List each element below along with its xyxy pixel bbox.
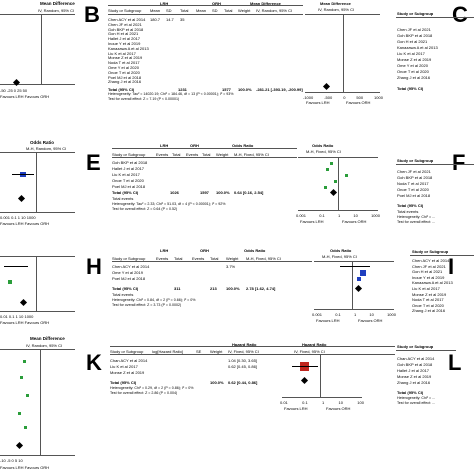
panel-e-total-events-label: Total events (112, 196, 134, 201)
panel-b-overall-effect: Test for overall effect: Z = 7.19 (P < 0.00001) (108, 97, 180, 101)
panel-h-plot-method: M-H, Fixed, 95% CI (322, 254, 357, 259)
panel-i-row-2-study: Chen JF et al 2021 (412, 263, 446, 269)
left-row4-zero-line (40, 349, 41, 455)
left-row2-subtitle: M-H, Random, 95% CI (26, 146, 67, 151)
panel-b-col-mean2: Mean (196, 8, 207, 13)
panel-k-ticks (280, 400, 364, 405)
panel-k-zero-line (320, 354, 321, 397)
panel-b-favours-orh: Favours ORH (346, 100, 371, 105)
panel-b-row-3-study: Goh BKP et al 2018 (108, 26, 144, 32)
panel-b-col-ci: IV, Random, 95% CI (256, 8, 293, 13)
panel-b-row-9-study: Monse Z et al 2019 (108, 55, 143, 61)
panel-h-tick-1: 0.001 (312, 312, 323, 317)
panel-k-group-hr-plot: Hazard Ratio (302, 342, 327, 347)
panel-e-col-events2: Events (186, 152, 199, 157)
panel-e-group-or: Odds Ratio (232, 143, 254, 148)
panel-e-row-5-study: Poel MJ et al 2018 (112, 184, 146, 189)
panel-e-study-square-1 (330, 162, 333, 165)
panel-h-favours-lrh: Favours LRH (316, 318, 340, 323)
panel-i-row-6-study: Liu K et al 2017 (412, 286, 440, 291)
panel-b-row-8-study: Liu K et al 2017 (108, 50, 136, 56)
panel-h-row-2-study: Ome Y et al 2019 (112, 270, 143, 275)
panel-k-summary-diamond (301, 377, 308, 384)
panel-l-study-4: Monse Z et al 2019 (397, 374, 432, 379)
left-row1-zero-line (41, 14, 42, 84)
panel-f-total-label: Total (95% CI) (397, 203, 424, 208)
left-row4-study-square-2 (20, 376, 23, 379)
panel-e-favours-lrh: Favours LRH (300, 219, 324, 224)
panel-k-row-2-cell-4: 0.62 [0.45, 0.86] (228, 364, 257, 369)
panel-e-study-square-4 (334, 180, 337, 183)
panel-k-col-ci: IV, Fixed, 95% CI (228, 349, 259, 354)
panel-k-col-loghr: log[Hazard Ratio] (152, 349, 183, 354)
panel-f-total-events: Total events (397, 209, 419, 214)
panel-f-study-1: Chen JF et al 2021 (397, 169, 431, 174)
panel-f-header-rule (396, 164, 474, 165)
panel-h-total-events-label: Total events (112, 292, 134, 297)
panel-c-study-4: Kanazawa A et al 2013 (397, 45, 438, 50)
panel-e-group-or-plot: Odds Ratio (312, 143, 334, 148)
panel-c-study-2: Goh BKP et al 2018 (397, 33, 433, 38)
panel-k-group-hr: Hazard Ratio (232, 342, 257, 347)
panel-h-col-weight: Weight (226, 256, 239, 261)
panel-k-row-2-study: Liu K et al 2017 (110, 364, 138, 369)
panel-c-letter: C (452, 2, 468, 27)
panel-c-col-study: Study or Subgroup (397, 11, 434, 16)
panel-i-header-rule (410, 255, 474, 256)
panel-b-letter: B (84, 2, 100, 27)
panel-c-study-1: Chen JF et al 2021 (397, 27, 431, 32)
panel-h-group-or: Odds Ratio (244, 248, 266, 253)
left-row1-header-rule (0, 14, 75, 15)
panel-h-col-study: Study or Subgroup (112, 256, 146, 261)
panel-h-summary-diamond (355, 285, 362, 292)
panel-h-tick-3: 1 (353, 312, 357, 317)
panel-b-header-rule (108, 14, 303, 15)
left-row3-favours: Favours LRH Favours ORH (0, 320, 50, 325)
panel-e-group-orh: ORH (190, 143, 199, 148)
panel-i-row-9-study: Onoe T et al 2020 (412, 302, 444, 308)
panel-b-row-6-study: Inoue Y et al 2019 (108, 41, 141, 46)
panel-c-study-8: Onoe T et al 2020 (397, 69, 429, 74)
panel-e-heterogeneity: Heterogeneity: Tau² = 2.33; Chi² = 51.03, df = 4 (P < 0.00001); I² = 92% (112, 202, 226, 206)
panel-k-study-ci-1 (292, 366, 318, 367)
left-row4-summary-diamond (16, 442, 23, 449)
left-row3-ticks: 0.01 0.1 1 10 1000 (0, 314, 34, 319)
panel-e-favours-orh: Favours ORH (342, 219, 367, 224)
panel-k-row-3-study: Monse Z et al 2019 (110, 370, 145, 375)
panel-b-plot-method: IV, Random, 95% CI (318, 7, 355, 12)
panel-h-ticks (312, 312, 396, 317)
panel-l-overall-effect: Test for overall effect: ... (397, 401, 436, 405)
panel-b-total-label: Total (95% CI) (108, 87, 135, 92)
left-row3-axis (0, 311, 75, 312)
panel-h-header-rule (112, 261, 312, 262)
left-row1-subtitle: IV, Random, 95% CI (38, 8, 75, 13)
panel-h-group-orh: ORH (200, 248, 209, 253)
panel-h-row-3-study: Poel MJ et al 2018 (112, 276, 146, 281)
panel-k-total-weight: 100.0% (210, 380, 224, 385)
panel-l-letter: L (448, 350, 462, 375)
panel-b-zero-line (343, 14, 344, 92)
left-row2-favours: Favours LRH Favours ORH (0, 221, 50, 226)
panel-k-row-1-study: Chan ACY et al 2014 (110, 358, 148, 363)
panel-b-row-1-cell-3: 35 (180, 17, 185, 22)
panel-e-col-events1: Events (156, 152, 169, 157)
panel-b-row-11-study: Ome Y et al 2020 (108, 65, 139, 70)
panel-i-letter: I (448, 254, 455, 279)
panel-e-plot-method: M-H, Fixed, 95% CI (306, 149, 341, 154)
panel-e-summary-diamond (330, 189, 337, 196)
panel-b-group-lrh: LRH (160, 1, 169, 6)
left-row3-summary-diamond (20, 299, 27, 306)
panel-b-col-study: Study or Subgroup (108, 8, 142, 13)
panel-h-total-orh: 213 (210, 286, 217, 291)
panel-h-total-weight: 100.0% (226, 286, 240, 291)
left-row4-favours: Favours LRH Favours ORH (0, 465, 50, 470)
panel-k-row-1-cell-4: 1.04 [0.30, 3.65] (228, 358, 257, 363)
panel-l-study-3: Hallet J et al 2017 (397, 368, 430, 373)
left-row2-ticks: 0.001 0.1 1 10 1000 (0, 215, 36, 220)
panel-e-tick-4: 10 (353, 213, 358, 218)
panel-h-col-events2: Events (192, 256, 205, 261)
panel-c-header-rule (396, 17, 474, 18)
panel-i-row-10-study: Zhang J et al 2016 (412, 308, 446, 314)
left-row2-header-rule (0, 152, 75, 153)
panel-h-plot-top-rule (314, 261, 394, 262)
panel-e-total-weight: 100.0% (216, 190, 230, 195)
left-row2-title: Odds Ratio (30, 140, 55, 145)
panel-k-col-study: Study or Subgroup (110, 349, 144, 354)
panel-e-row-1-study: Goh BKP et al 2018 (112, 160, 148, 165)
left-row4-study-square-4 (18, 412, 21, 415)
panel-f-letter: F (452, 150, 466, 175)
panel-h-axis (314, 309, 394, 310)
panel-e-col-total2: Total (202, 152, 211, 157)
panel-h-tick-5: 1000 (387, 312, 396, 317)
panel-b-row-12-study: Onoe T et al 2020 (108, 69, 140, 75)
panel-k-col-se: SE (196, 349, 202, 354)
left-row4-subtitle: IV, Random, 95% CI (26, 343, 63, 348)
panel-e-row-3-study: Liu K et al 2017 (112, 172, 140, 177)
panel-b-row-14-study: Zhang J et al 2016 (108, 79, 142, 85)
panel-h-study-ci-1 (340, 266, 370, 267)
panel-c-study-5: Liu K et al 2017 (397, 51, 425, 56)
panel-c-total-label: Total (95% CI) (397, 86, 424, 91)
panel-h-row-1-study: Chen ACY et al 2014 (112, 264, 150, 269)
panel-e-axis (298, 210, 378, 211)
panel-b-row-1-cell-2: 14.7 (166, 17, 174, 22)
left-row4-header-rule (0, 349, 75, 350)
left-row3-study-ci (4, 266, 28, 267)
panel-b-tick-3: 0 (343, 95, 346, 100)
panel-b-row-4-study: Gon H et al 2021 (108, 31, 139, 37)
left-row4-axis (0, 455, 75, 456)
panel-e-header-rule (112, 157, 297, 158)
left-row1-favours: Favours LRH Favours ORH (0, 94, 50, 99)
panel-k-favours-lrh: Favours LRH (284, 406, 308, 411)
panel-i-row-7-study: Monse Z et al 2019 (412, 291, 447, 297)
panel-k-tick-3: 1 (321, 400, 325, 405)
left-row3-zero-line (36, 256, 37, 311)
panel-b-summary-diamond (323, 83, 330, 90)
panel-k-tick-5: 100 (357, 400, 364, 405)
panel-b-col-sd2: SD (212, 8, 218, 13)
panel-b-row-1-study: Chen ACY et al 2014 (108, 17, 146, 22)
panel-e-group-lrh: LRH (160, 143, 169, 148)
panel-i-row-3-study: Gon H et al 2021 (412, 269, 443, 275)
panel-b-col-weight: Weight (238, 8, 251, 13)
panel-b-favours-lrh: Favours LRH (306, 100, 330, 105)
panel-k-overall-effect: Test for overall effect: Z = 2.86 (P = 0.004) (110, 391, 178, 395)
panel-k-col-weight: Weight (210, 349, 223, 354)
panel-e-total-ci: 0.64 [0.16, 2.54] (234, 190, 264, 195)
panel-k-favours-orh: Favours ORH (326, 406, 351, 411)
panel-i-row-5-study: Kanazawa A et al 2013 (412, 280, 453, 286)
panel-b-row-13-study: Poel MJ et al 2018 (108, 74, 142, 80)
panel-c-study-7: Ome Y et al 2020 (397, 63, 428, 68)
panel-h-tick-2: 0.1 (335, 312, 341, 317)
left-row2-study-ci (12, 174, 34, 175)
panel-l-study-2: Goh BKP et al 2018 (397, 362, 433, 367)
panel-k-axis (282, 397, 362, 398)
panel-h-row-1-cell-5: 3.7% (226, 264, 236, 269)
panel-e-top-rule (112, 148, 297, 149)
panel-h-col-total2: Total (210, 256, 219, 261)
panel-b-col-sd1: SD (166, 8, 172, 13)
panel-h-col-total1: Total (174, 256, 183, 261)
panel-h-study-square-1 (360, 270, 366, 276)
panel-l-total-label: Total (95% CI) (397, 390, 424, 395)
left-row4-study-square-1 (23, 360, 26, 363)
panel-e-tick-1: 0.001 (296, 213, 307, 218)
panel-c-study-6: Monse Z et al 2019 (397, 57, 432, 62)
panel-f-heterogeneity: Heterogeneity: Chi² = ... (397, 215, 436, 219)
panel-e-zero-line (338, 157, 339, 210)
panel-l-study-1: Chan ACY et al 2014 (397, 356, 435, 361)
panel-h-col-ci: M-H, Fixed, 95% CI (246, 256, 281, 261)
panel-b-row-10-study: Noda T et al 2017 (108, 60, 140, 66)
panel-h-col-events1: Events (156, 256, 169, 261)
panel-b-group-orh: ORH (212, 1, 221, 6)
panel-k-letter: K (86, 350, 102, 375)
panel-e-total-label: Total (95% CI) (112, 190, 139, 195)
panel-i-row-1-study: Chen ACY et al 2014 (412, 258, 450, 263)
panel-b-group-md-plot: Mean Difference (320, 1, 351, 6)
panel-e-col-total1: Total (172, 152, 181, 157)
panel-b-col-mean1: Mean (150, 8, 161, 13)
panel-e-col-weight: Weight (216, 152, 229, 157)
left-row3-header-rule (0, 256, 75, 257)
panel-l-heterogeneity: Heterogeneity: Chi² = ... (397, 396, 436, 400)
panel-f-study-4: Onoe T et al 2020 (397, 187, 429, 192)
panel-l-header-rule (396, 350, 456, 351)
left-row2-zero-line (36, 152, 37, 212)
panel-h-total-lrh: 311 (174, 286, 181, 291)
panel-k-tick-2: 0.1 (302, 400, 308, 405)
panel-b-group-md: Mean Difference (250, 1, 281, 6)
panel-b-top-rule (108, 5, 303, 6)
left-row1-ticks: -50 -25 0 25 50 (0, 88, 28, 93)
panel-b-tick-1: -1000 (303, 95, 314, 100)
panel-i-row-4-study: Inoue Y et al 2019 (412, 274, 445, 280)
left-row4-study-square-3 (26, 394, 29, 397)
panel-b-axis (305, 92, 380, 93)
panel-b-col-total2: Total (224, 8, 233, 13)
panel-b-total-orh: 1577 (222, 87, 231, 92)
panel-i-col-study: Study or Subgroup (412, 249, 449, 254)
panel-b-total-weight: 100.0% (238, 87, 252, 92)
panel-b-row-5-study: Hallet J et al 2017 (108, 36, 141, 42)
left-row4-ticks: -10 -5 0 5 10 (0, 458, 23, 463)
panel-h-favours-orh: Favours ORH (358, 318, 383, 323)
panel-l-study-5: Zhang J et al 2016 (397, 380, 431, 385)
panel-b-col-total1: Total (180, 8, 189, 13)
panel-f-study-2: Goh BKP et al 2018 (397, 175, 433, 180)
panel-e-ticks (296, 213, 380, 218)
left-row1-axis (0, 84, 75, 85)
panel-h-overall-effect: Test for overall effect: Z = 3.73 (P = 0.0002) (112, 303, 182, 307)
panel-b-row-2-study: Chen JF et al 2021 (108, 21, 142, 27)
panel-e-tick-5: 1000 (371, 213, 380, 218)
panel-h-group-lrh: LRH (160, 248, 169, 253)
panel-e-overall-effect: Test for overall effect: Z = 0.64 (P = 0.52) (112, 207, 178, 211)
panel-e-row-4-study: Onoe T et al 2020 (112, 178, 144, 183)
panel-e-col-study: Study or Subgroup (112, 152, 146, 157)
panel-k-tick-1: 0.01 (280, 400, 288, 405)
panel-k-heterogeneity: Heterogeneity: Chi² = 0.29, df = 2 (P = 0.86); I² = 0% (110, 386, 194, 390)
panel-k-header-rule (110, 354, 395, 355)
left-row2-axis (0, 212, 75, 213)
panel-e-study-square-5 (324, 186, 327, 189)
panel-e-total-lrh: 1026 (170, 190, 179, 195)
panel-l-col-study: Study or Subgroup (397, 344, 434, 349)
panel-k-tick-4: 10 (338, 400, 343, 405)
panel-i-row-8-study: Noda T et al 2017 (412, 297, 444, 303)
left-row3-study-square (8, 280, 12, 284)
panel-h-tick-4: 10 (369, 312, 374, 317)
panel-f-study-5: Poel MJ et al 2018 (397, 193, 431, 198)
panel-e-tick-3: 1 (337, 213, 341, 218)
panel-c-study-9: Zhang J et al 2016 (397, 75, 431, 80)
left-row1-title: Mean Difference (40, 1, 75, 6)
panel-b-total-lrh: 1231 (178, 87, 187, 92)
panel-e-col-ci: M-H, Fixed, 95% CI (234, 152, 269, 157)
panel-e-study-square-3 (345, 174, 348, 177)
panel-b-tick-2: -500 (324, 95, 333, 100)
panel-f-col-study: Study or Subgroup (397, 158, 434, 163)
panel-k-top-rule (110, 346, 395, 347)
panel-e-tick-2: 0.1 (319, 213, 325, 218)
panel-h-heterogeneity: Heterogeneity: Chi² = 0.84, df = 2 (P = 0.66); I² = 0% (112, 298, 196, 302)
panel-h-zero-line (352, 261, 353, 309)
panel-c-study-3: Gon H et al 2021 (397, 39, 428, 44)
panel-k-plot-method: IV, Fixed, 95% CI (294, 349, 325, 354)
panel-b-row-1-cell-1: 180.7 (150, 17, 161, 22)
panel-h-study-square-2 (357, 277, 361, 281)
panel-h-group-or-plot: Odds Ratio (330, 248, 352, 253)
panel-e-study-square-2 (326, 168, 329, 171)
panel-k-total-label: Total (95% CI) (110, 380, 137, 385)
panel-e-total-orh: 1597 (200, 190, 209, 195)
panel-h-total-ci: 2.78 [1.62, 4.74] (246, 286, 276, 291)
panel-f-study-3: Noda T et al 2017 (397, 181, 429, 186)
panel-h-letter: H (86, 254, 102, 279)
panel-b-row-7-study: Kanazawa A et al 2013 (108, 45, 149, 51)
panel-b-tick-5: 1000 (374, 95, 383, 100)
panel-e-row-2-study: Hallet J et al 2017 (112, 166, 145, 171)
left-row4-title: Mean Difference (30, 336, 65, 341)
panel-b-tick-4: 500 (356, 95, 364, 100)
panel-f-overall-effect: Test for overall effect: ... (397, 220, 436, 224)
panel-e-letter: E (86, 150, 101, 175)
panel-b-total-ci: -281.21 [-393.19, -200.99] (256, 87, 303, 92)
panel-h-total-label: Total (95% CI) (112, 286, 139, 291)
panel-k-total-ci: 0.62 [0.44, 0.86] (228, 380, 258, 385)
panel-b-heterogeneity: Heterogeneity: Tau² = 14020.19; Chi² = 184.46, df = 13 (P < 0.00001); I² = 93% (108, 92, 234, 96)
left-row2-summary-diamond (18, 195, 25, 202)
left-row4-study-square-5 (24, 426, 27, 429)
